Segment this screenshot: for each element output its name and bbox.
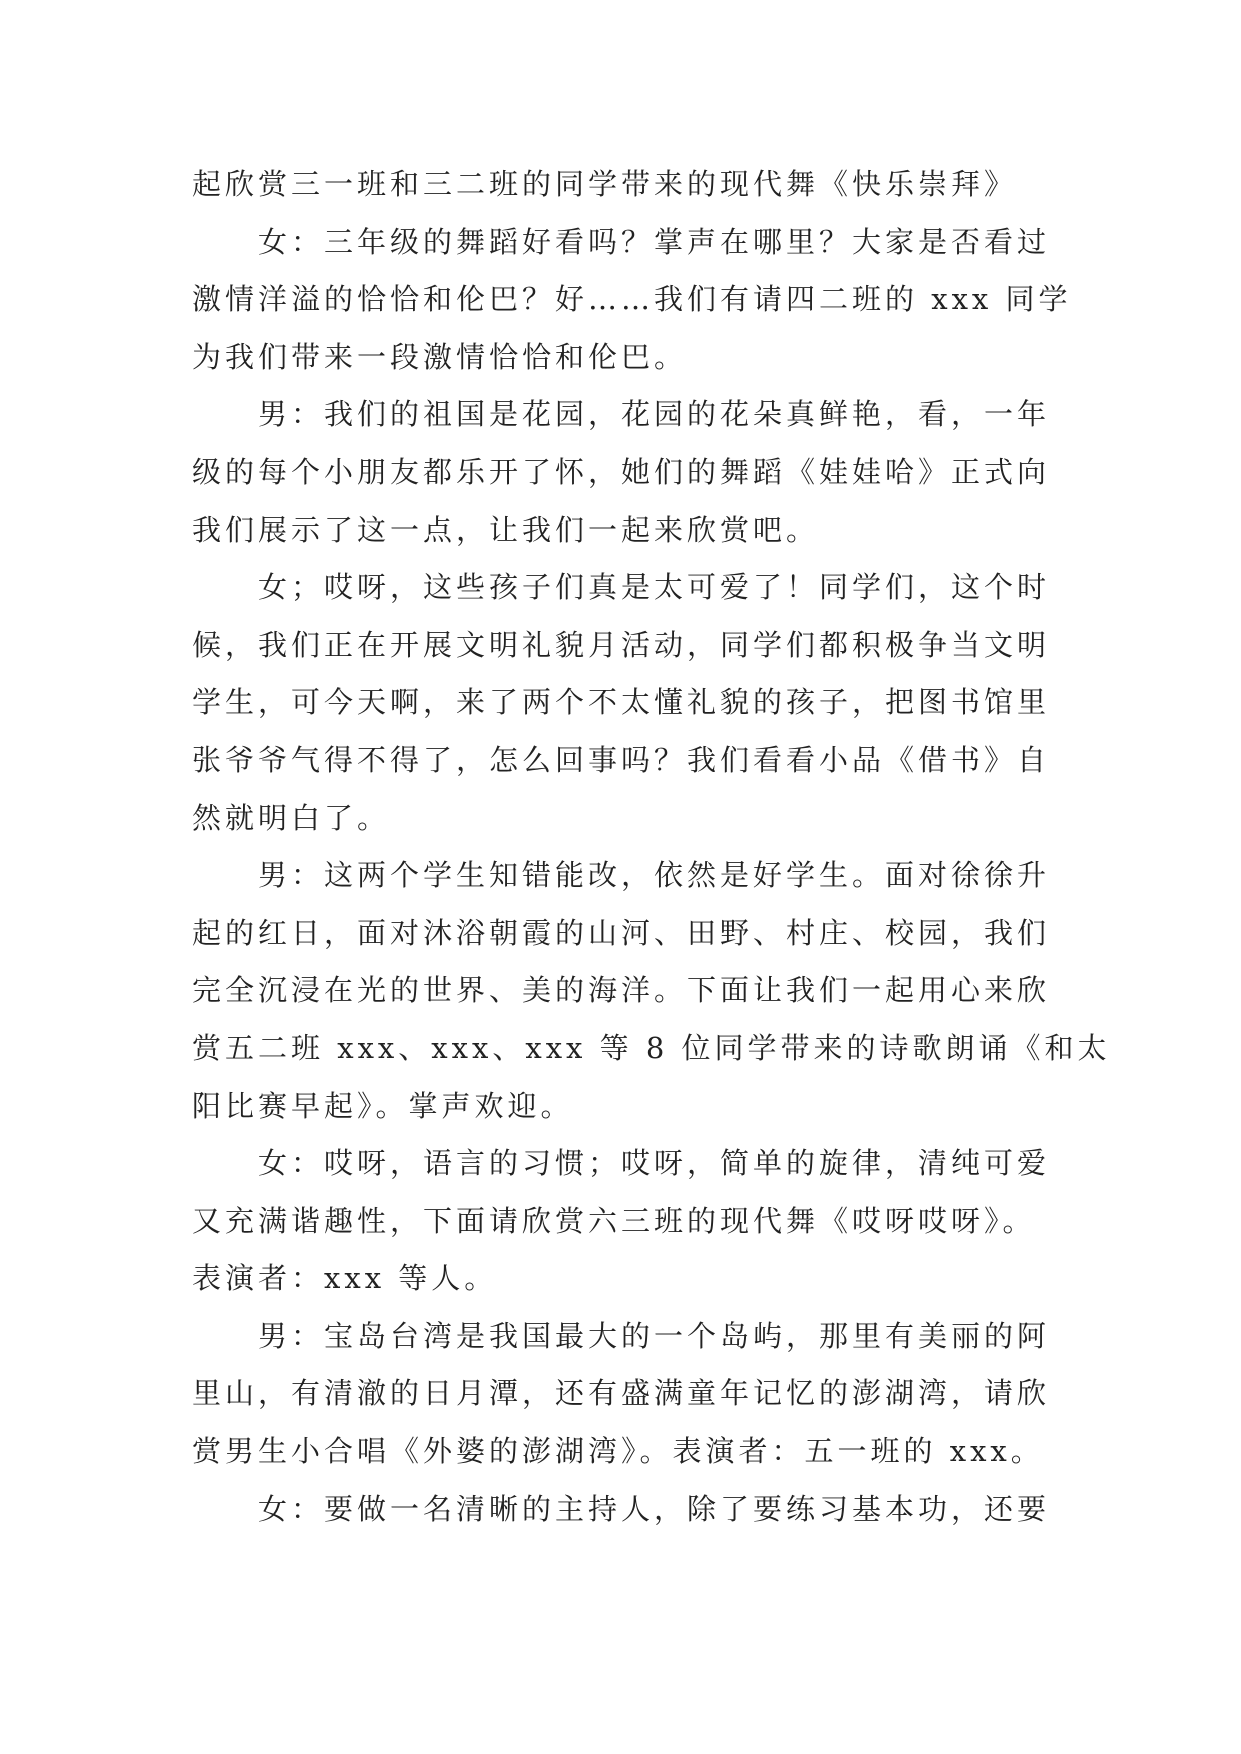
paragraph-start-line: 女：三年级的舞蹈好看吗？掌声在哪里？大家是否看过 xyxy=(258,224,1051,259)
text-line: 然就明白了。 xyxy=(192,800,391,835)
paragraph-start-line: 女：哎呀，语言的习惯；哎呀，简单的旋律，清纯可爱 xyxy=(258,1146,1051,1181)
paragraph-start-line: 男：宝岛台湾是我国最大的一个岛屿，那里有美丽的阿 xyxy=(258,1318,1051,1353)
text-line: 候，我们正在开展文明礼貌月活动，同学们都积极争当文明 xyxy=(192,627,1051,662)
paragraph-start-line: 女：要做一名清晰的主持人，除了要练习基本功，还要 xyxy=(258,1491,1051,1526)
text-line: 又充满谐趣性，下面请欣赏六三班的现代舞《哎呀哎呀》。 xyxy=(192,1203,1036,1238)
paragraph-start-line: 男：这两个学生知错能改，依然是好学生。面对徐徐升 xyxy=(258,858,1051,893)
text-line: 激情洋溢的恰恰和伦巴？好……我们有请四二班的 xxx 同学 xyxy=(192,282,1072,317)
text-line: 表演者：xxx 等人。 xyxy=(192,1261,498,1296)
text-line: 我们展示了这一点，让我们一起来欣赏吧。 xyxy=(192,512,820,547)
text-line: 阳比赛早起》。掌声欢迎。 xyxy=(192,1088,574,1123)
paragraph-start-line: 男：我们的祖国是花园，花园的花朵真鲜艳，看，一年 xyxy=(258,397,1051,432)
text-line: 赏男生小合唱《外婆的澎湖湾》。表演者：五一班的 xxx。 xyxy=(192,1434,1044,1469)
text-line: 起的红日，面对沐浴朝霞的山河、田野、村庄、校园，我们 xyxy=(192,915,1051,950)
text-line: 赏五二班 xxx、xxx、xxx 等 8 位同学带来的诗歌朗诵《和太 xyxy=(192,1030,1111,1065)
script-text xyxy=(192,156,1111,1538)
text-line: 里山，有清澈的日月潭，还有盛满童年记忆的澎湖湾，请欣 xyxy=(192,1376,1051,1411)
text-line: 起欣赏三一班和三二班的同学带来的现代舞《快乐崇拜》 xyxy=(192,167,1018,201)
text-line: 级的每个小朋友都乐开了怀，她们的舞蹈《娃娃哈》正式向 xyxy=(192,454,1051,489)
text-line: 张爷爷气得不得了，怎么回事吗？我们看看小品《借书》自 xyxy=(192,742,1051,777)
text-line: 完全沉浸在光的世界、美的海洋。下面让我们一起用心来欣 xyxy=(192,973,1051,1008)
text-line: 学生，可今天啊，来了两个不太懂礼貌的孩子，把图书馆里 xyxy=(192,685,1051,720)
text-line: 为我们带来一段激情恰恰和伦巴。 xyxy=(192,339,688,374)
paragraph-start-line: 女；哎呀，这些孩子们真是太可爱了！同学们，这个时 xyxy=(258,570,1051,605)
